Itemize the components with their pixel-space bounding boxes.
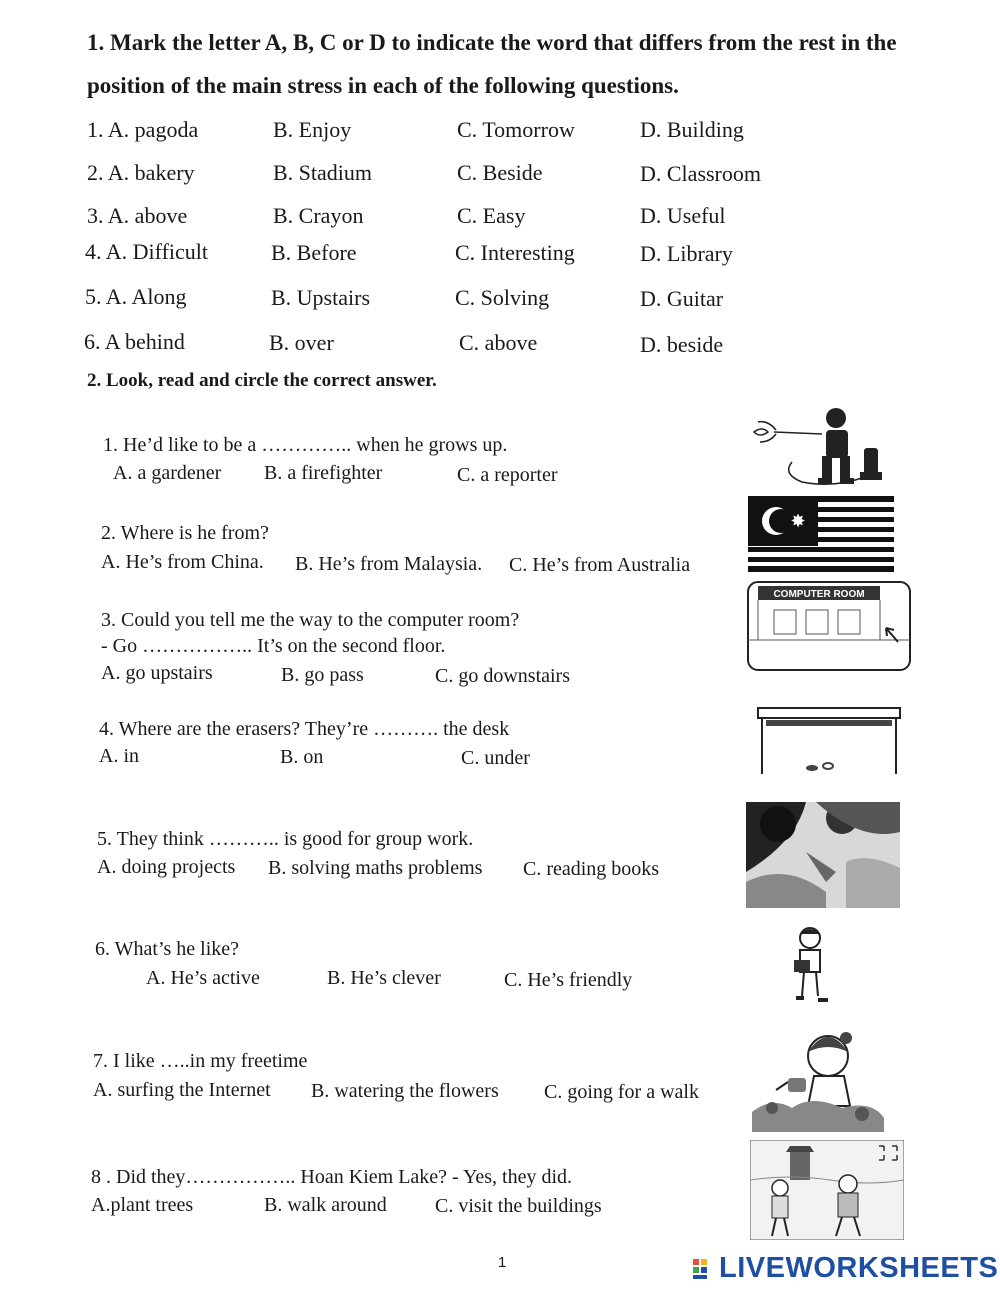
s1-q6-option-b[interactable]: B. over: [269, 330, 334, 355]
liveworksheets-logo[interactable]: [692, 1252, 998, 1285]
s2-q4-option-a[interactable]: A. in: [99, 745, 139, 767]
s2-q1-stem: 1. He’d like to be a ………….. when he grows up.: [103, 434, 508, 456]
s2-q2-option-a[interactable]: A. He’s from China.: [101, 551, 264, 573]
s2-q4-option-b[interactable]: B. on: [280, 746, 324, 768]
s2-q7-option-b[interactable]: B. watering the flowers: [311, 1080, 499, 1102]
firefighter-image: [752, 402, 892, 490]
s1-q1-option-c[interactable]: C. Tomorrow: [457, 117, 575, 142]
s2-q3-stem2: - Go …………….. It’s on the second floor.: [101, 635, 446, 657]
s1-q3-option-a[interactable]: 3. A. above: [87, 203, 188, 228]
hoan-kiem-lake-image: [750, 1140, 904, 1240]
s2-q8-option-a[interactable]: A.plant trees: [91, 1194, 194, 1216]
s1-q1-option-a[interactable]: 1. A. pagoda: [87, 117, 199, 142]
page-number: 1: [498, 1254, 507, 1271]
s2-q4-stem: 4. Where are the erasers? They’re ………. the desk: [99, 718, 510, 740]
s1-q4-option-d[interactable]: D. Library: [640, 241, 733, 266]
s1-q3-option-b[interactable]: B. Crayon: [273, 203, 364, 228]
s1-q6-option-d[interactable]: D. beside: [640, 332, 724, 357]
s2-q1-option-c[interactable]: C. a reporter: [457, 464, 558, 486]
section1-title-line1: 1. Mark the letter A, B, C or D to indicate the word that differs from the rest in the: [87, 30, 897, 55]
s2-q3-option-b[interactable]: B. go pass: [281, 664, 364, 686]
s2-q2-stem: 2. Where is he from?: [101, 522, 269, 544]
s1-q5-option-b[interactable]: B. Upstairs: [271, 285, 370, 310]
s2-q6-option-b[interactable]: B. He’s clever: [327, 967, 441, 989]
s2-q1-option-a[interactable]: A. a gardener: [113, 462, 222, 484]
desk-image: [756, 702, 902, 778]
s2-q5-option-b[interactable]: B. solving maths problems: [268, 857, 483, 879]
s2-q4-option-c[interactable]: C. under: [461, 747, 530, 769]
s2-q5-option-c[interactable]: C. reading books: [523, 858, 660, 880]
s2-q3-stem: 3. Could you tell me the way to the computer room?: [101, 609, 520, 631]
s2-q8-option-b[interactable]: B. walk around: [264, 1194, 387, 1216]
s2-q6-option-a[interactable]: A. He’s active: [146, 967, 260, 989]
s2-q3-option-a[interactable]: A. go upstairs: [101, 662, 213, 684]
s1-q1-option-b[interactable]: B. Enjoy: [273, 117, 352, 142]
s1-q5-option-c[interactable]: C. Solving: [455, 285, 550, 310]
s1-q3-option-c[interactable]: C. Easy: [457, 203, 526, 228]
section2-title: 2. Look, read and circle the correct answer.: [87, 370, 437, 391]
svg-text:✸: ✸: [790, 511, 806, 532]
s1-q4-option-b[interactable]: B. Before: [271, 240, 357, 265]
s1-q1-option-d[interactable]: D. Building: [640, 117, 744, 142]
s2-q8-option-c[interactable]: C. visit the buildings: [435, 1195, 602, 1217]
girl-watering-image: [752, 1028, 884, 1132]
computer-room-image: [746, 580, 912, 672]
s1-q3-option-d[interactable]: D. Useful: [640, 203, 726, 228]
s1-q2-option-d[interactable]: D. Classroom: [640, 161, 761, 186]
s2-q1-option-b[interactable]: B. a firefighter: [264, 462, 383, 484]
s1-q5-option-d[interactable]: D. Guitar: [640, 286, 724, 311]
s2-q7-option-c[interactable]: C. going for a walk: [544, 1081, 699, 1103]
s1-q6-option-a[interactable]: 6. A behind: [84, 329, 185, 354]
s1-q6-option-c[interactable]: C. above: [459, 330, 538, 355]
s2-q8-stem: 8 . Did they…………….. Hoan Kiem Lake? - Yes, they did.: [91, 1166, 573, 1188]
boy-reading-image: [782, 924, 838, 1008]
s2-q6-stem: 6. What’s he like?: [95, 938, 240, 960]
s2-q2-option-b[interactable]: B. He’s from Malaysia.: [295, 553, 483, 575]
s2-q3-option-c[interactable]: C. go downstairs: [435, 665, 570, 687]
s1-q4-option-a[interactable]: 4. A. Difficult: [85, 239, 209, 264]
s2-q7-stem: 7. I like …..in my freetime: [93, 1050, 308, 1072]
s1-q4-option-c[interactable]: C. Interesting: [455, 240, 575, 265]
group-work-photo: [746, 802, 900, 908]
malaysia-flag-image: [748, 496, 894, 572]
section1-title-line2: position of the main stress in each of the following questions.: [87, 73, 679, 98]
brand-name: LIVEWORKSHEETS: [719, 1252, 999, 1284]
s2-q2-option-c[interactable]: C. He’s from Australia: [509, 554, 691, 576]
s1-q2-option-c[interactable]: C. Beside: [457, 160, 543, 185]
s2-q5-option-a[interactable]: A. doing projects: [97, 856, 236, 878]
s1-q2-option-a[interactable]: 2. A. bakery: [87, 160, 195, 185]
computer-room-sign: COMPUTER ROOM: [773, 589, 865, 600]
s2-q7-option-a[interactable]: A. surfing the Internet: [93, 1079, 271, 1101]
s1-q5-option-a[interactable]: 5. A. Along: [85, 284, 187, 309]
s2-q6-option-c[interactable]: C. He’s friendly: [504, 969, 633, 991]
s1-q2-option-b[interactable]: B. Stadium: [273, 160, 373, 185]
s2-q5-stem: 5. They think ……….. is good for group work.: [97, 828, 474, 850]
liveworksheets-logo-icon: [692, 1257, 716, 1281]
